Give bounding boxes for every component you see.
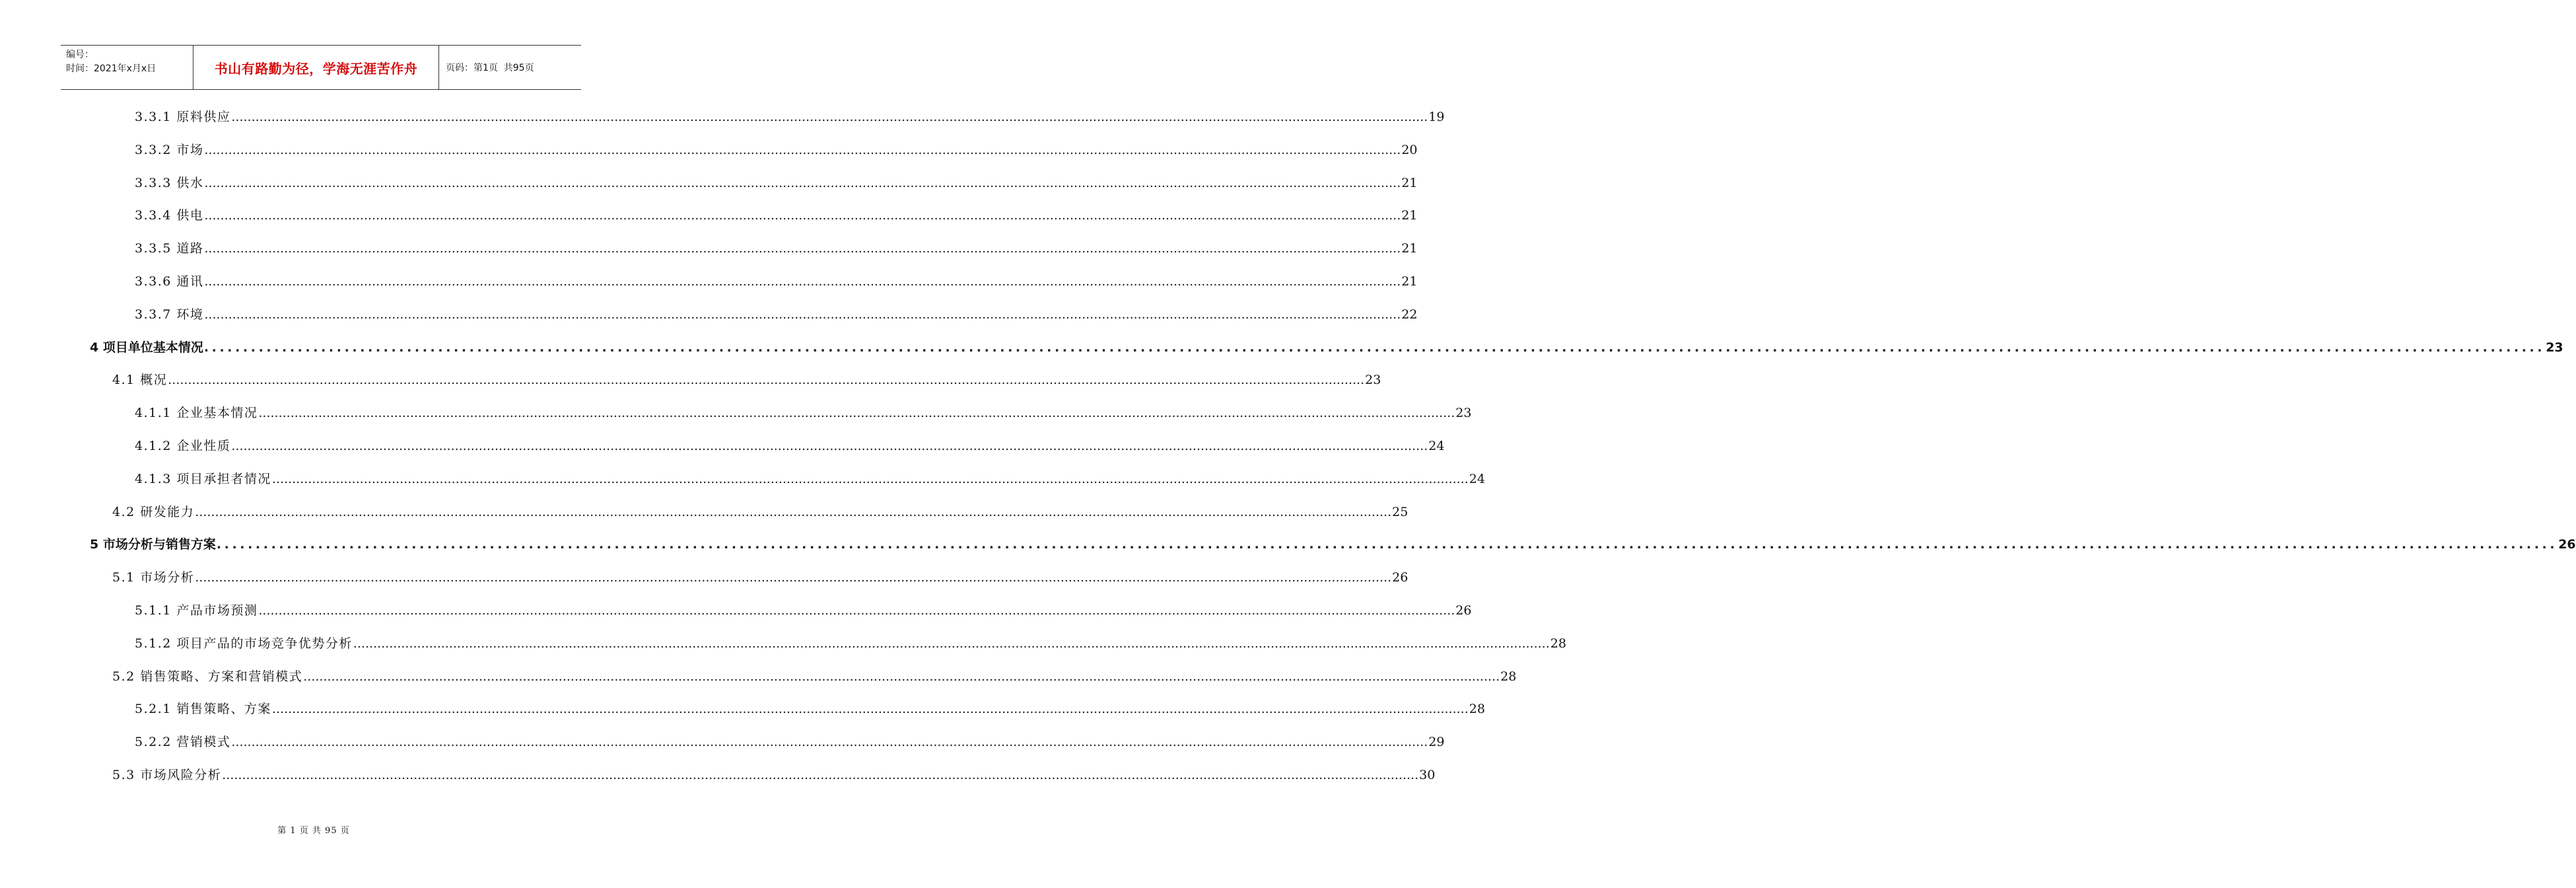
toc-leader-dots: ............................................................................................................................................................................................................................................................................................................ [271, 702, 1469, 717]
toc-entry-page: 23 [1365, 373, 1381, 388]
toc-leader-dots: ............................................................................................................................................................................................................................................................................................................ [216, 537, 2558, 552]
toc-leader-dots: ............................................................................................................................................................................................................................................................................................................ [204, 142, 1401, 157]
toc-entry-page: 21 [1401, 175, 1418, 190]
toc-entry-label: 5.1.1 产品市场预测 [135, 603, 258, 618]
toc-entry-page: 23 [1455, 406, 1472, 421]
document-time-label: 时间：2021年x月x日 [66, 63, 157, 74]
toc-entry-label: 3.3.1 原料供应 [135, 110, 231, 124]
toc-entry[interactable] [112, 369, 1381, 388]
toc-entry-label: 5.1.2 项目产品的市场竞争优势分析 [135, 636, 353, 651]
toc-entry-label: 5.2 销售策略、方案和营销模式 [112, 669, 303, 684]
header-page-info-text: 页码：第1页 共95页 [446, 63, 534, 73]
toc-entry-label: 4 项目单位基本情况 [90, 340, 203, 355]
toc-entry-page: 25 [1392, 504, 1409, 519]
toc-entry[interactable] [90, 336, 2563, 356]
toc-entry-page: 26 [2558, 537, 2576, 552]
toc-entry-label: 5 市场分析与销售方案 [90, 537, 216, 552]
toc-entry[interactable] [135, 204, 1418, 224]
toc-leader-dots: ............................................................................................................................................................................................................................................................................................................ [204, 208, 1401, 223]
toc-leader-dots: ............................................................................................................................................................................................................................................................................................................ [204, 274, 1401, 289]
toc-entry-page: 20 [1401, 142, 1418, 157]
toc-leader-dots: ............................................................................................................................................................................................................................................................................................................ [195, 570, 1392, 585]
toc-entry-label: 5.1 市场分析 [112, 570, 195, 585]
toc-entry-label: 4.1.3 项目承担者情况 [135, 471, 271, 486]
toc-leader-dots: ............................................................................................................................................................................................................................................................................................................ [271, 471, 1469, 486]
toc-entry[interactable] [135, 270, 1418, 290]
toc-entry-label: 4.1.1 企业基本情况 [135, 406, 258, 421]
toc-leader-dots: ............................................................................................................................................................................................................................................................................................................ [195, 504, 1392, 519]
toc-entry-page: 21 [1401, 241, 1418, 256]
toc-entry[interactable] [135, 303, 1418, 323]
toc-entry[interactable] [90, 533, 2576, 553]
toc-entry-label: 3.3.4 供电 [135, 208, 204, 223]
toc-entry[interactable] [135, 139, 1418, 159]
toc-entry-page: 21 [1401, 208, 1418, 223]
toc-entry-page: 26 [1392, 570, 1409, 585]
toc-entry-page: 28 [1500, 669, 1517, 684]
toc-entry[interactable] [112, 501, 1409, 521]
toc-entry[interactable] [112, 764, 1436, 784]
toc-entry-label: 3.3.6 通讯 [135, 274, 204, 289]
toc-entry[interactable] [135, 731, 1445, 751]
toc-leader-dots: ............................................................................................................................................................................................................................................................................................................ [258, 603, 1455, 618]
header-motto: 书山有路勤为径，学海无涯苦作舟 [193, 46, 439, 89]
header-meta [61, 46, 193, 89]
toc-entry-label: 4.1.2 企业性质 [135, 439, 231, 453]
toc-leader-dots: ............................................................................................................................................................................................................................................................................................................ [204, 175, 1401, 190]
toc-entry-page: 28 [1550, 636, 1566, 651]
toc-entry-label: 3.3.7 环境 [135, 307, 204, 322]
toc-entry-label: 5.3 市场风险分析 [112, 768, 222, 782]
toc-entry-label: 3.3.2 市场 [135, 142, 204, 157]
toc-entry[interactable] [135, 435, 1445, 455]
toc-leader-dots: ............................................................................................................................................................................................................................................................................................................ [231, 110, 1428, 124]
toc-entry-page: 29 [1428, 735, 1445, 750]
toc-leader-dots: ............................................................................................................................................................................................................................................................................................................ [231, 439, 1428, 453]
page-header [61, 45, 581, 90]
toc-leader-dots: ............................................................................................................................................................................................................................................................................................................ [168, 373, 1365, 388]
header-page-info [439, 46, 581, 89]
toc-entry-label: 5.2.2 营销模式 [135, 735, 231, 750]
toc-entry[interactable] [112, 566, 1409, 586]
toc-entry-label: 3.3.5 道路 [135, 241, 204, 256]
toc-entry[interactable] [112, 665, 1517, 685]
toc-entry-label: 3.3.3 供水 [135, 175, 204, 190]
toc-leader-dots: ............................................................................................................................................................................................................................................................................................................ [222, 768, 1419, 782]
toc-entry-page: 24 [1469, 471, 1485, 486]
toc-leader-dots: ............................................................................................................................................................................................................................................................................................................ [258, 406, 1455, 421]
toc-entry-page: 30 [1419, 768, 1436, 782]
toc-entry-page: 21 [1401, 274, 1418, 289]
toc-entry-label: 4.1 概况 [112, 373, 168, 388]
page-footer [0, 823, 627, 836]
toc-leader-dots: ............................................................................................................................................................................................................................................................................................................ [204, 307, 1401, 322]
toc-entry[interactable] [135, 106, 1445, 126]
document-number-label: 编号： [66, 50, 94, 60]
toc-entry-page: 19 [1428, 110, 1445, 124]
toc-entry[interactable] [135, 172, 1418, 192]
toc-entry-page: 26 [1455, 603, 1472, 618]
toc-leader-dots: ............................................................................................................................................................................................................................................................................................................ [231, 735, 1428, 750]
toc-entry[interactable] [135, 599, 1472, 619]
toc-entry[interactable] [135, 468, 1485, 488]
toc-leader-dots: ............................................................................................................................................................................................................................................................................................................ [353, 636, 1550, 651]
toc-leader-dots: ............................................................................................................................................................................................................................................................................................................ [303, 669, 1500, 684]
toc-entry-page: 24 [1428, 439, 1445, 453]
toc-leader-dots: ............................................................................................................................................................................................................................................................................................................ [204, 241, 1401, 256]
toc-entry-label: 4.2 研发能力 [112, 504, 195, 519]
toc-entry-label: 5.2.1 销售策略、方案 [135, 702, 271, 717]
toc-entry-page: 28 [1469, 702, 1485, 717]
toc-leader-dots: ............................................................................................................................................................................................................................................................................................................ [203, 340, 2546, 355]
toc-entry-page: 22 [1401, 307, 1418, 322]
toc-entry[interactable] [135, 402, 1472, 422]
toc-entry[interactable] [135, 698, 1485, 718]
toc-entry[interactable] [135, 237, 1418, 257]
toc-entry[interactable] [135, 632, 1566, 652]
toc-entry-page: 23 [2546, 340, 2563, 355]
footer-page-number: 第 1 页 共 95 页 [277, 826, 350, 836]
